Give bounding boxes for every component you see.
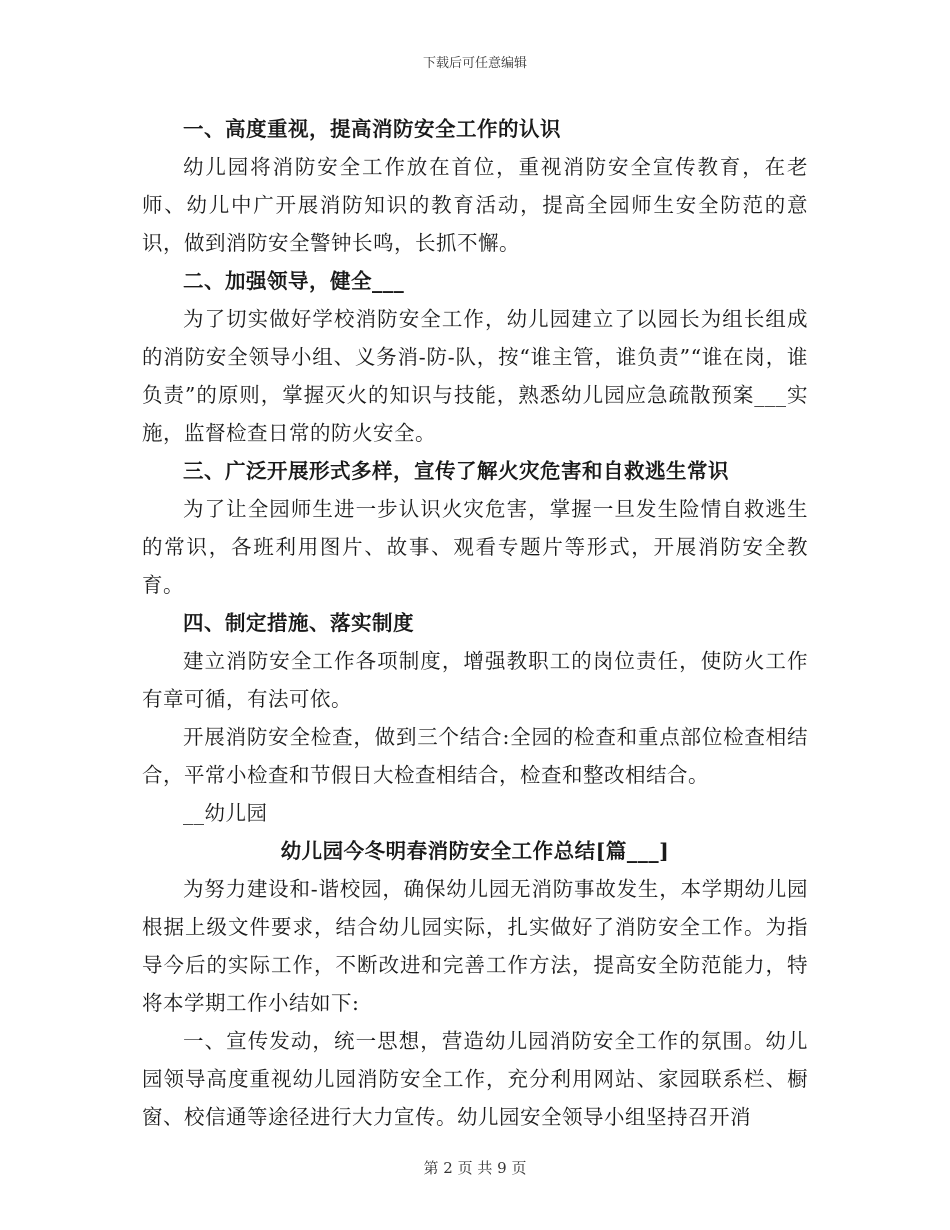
section-heading-3: 三、广泛开展形式多样，宣传了解火灾危害和自救逃生常识 <box>183 459 729 483</box>
section-heading-1: 一、高度重视，提高消防安全工作的认识 <box>183 117 561 141</box>
paragraph-1: 幼儿园将消防安全工作放在首位，重视消防安全宣传教育，在老师、幼儿中广开展消防知识的教育活动，提高全园师生安全防范的意识，做到消防安全警钟长鸣，长抓不懈。 <box>142 155 808 255</box>
section-heading-4: 四、制定措施、落实制度 <box>183 611 414 635</box>
paragraph-5: 开展消防安全检查，做到三个结合:全园的检查和重点部位检查相结合，平常小检查和节假日大检查相结合，检查和整改相结合。 <box>142 725 808 787</box>
page-header-note: 下载后可任意编辑 <box>422 56 527 71</box>
signature-line: __幼儿园 <box>183 801 268 825</box>
article-title: 幼儿园今冬明春消防安全工作总结[篇___] <box>280 839 670 863</box>
paragraph-2: 为了切实做好学校消防安全工作，幼儿园建立了以园长为组长组成的消防安全领导小组、义务消-防-队，按“谁主管，谁负责”“谁在岗，谁负责”的原则，掌握灭火的知识与技能，熟悉幼儿园应急疏散预案___实施，监督检查日常的防火安全。 <box>142 307 808 445</box>
paragraph-4: 建立消防安全工作各项制度，增强教职工的岗位责任，使防火工作有章可循，有法可依。 <box>142 649 808 711</box>
paragraph-7: 一、宣传发动，统一思想，营造幼儿园消防安全工作的氛围。幼儿园领导高度重视幼儿园消防安全工作，充分利用网站、家园联系栏、橱窗、校信通等途径进行大力宣传。幼儿园安全领导小组坚持召开消 <box>142 1029 808 1129</box>
page-number: 第 2 页 共 9 页 <box>423 1159 527 1177</box>
paragraph-6: 为努力建设和-谐校园，确保幼儿园无消防事故发生，本学期幼儿园根据上级文件要求，结合幼儿园实际，扎实做好了消防安全工作。为指导今后的实际工作，不断改进和完善工作方法，提高安全防范能力，特将本学期工作小结如下: <box>142 877 808 1015</box>
document-body <box>142 110 808 1136</box>
section-heading-2: 二、加强领导，健全___ <box>183 269 405 293</box>
paragraph-3: 为了让全园师生进一步认识火灾危害，掌握一旦发生险情自救逃生的常识，各班利用图片、故事、观看专题片等形式，开展消防安全教育。 <box>142 497 808 597</box>
